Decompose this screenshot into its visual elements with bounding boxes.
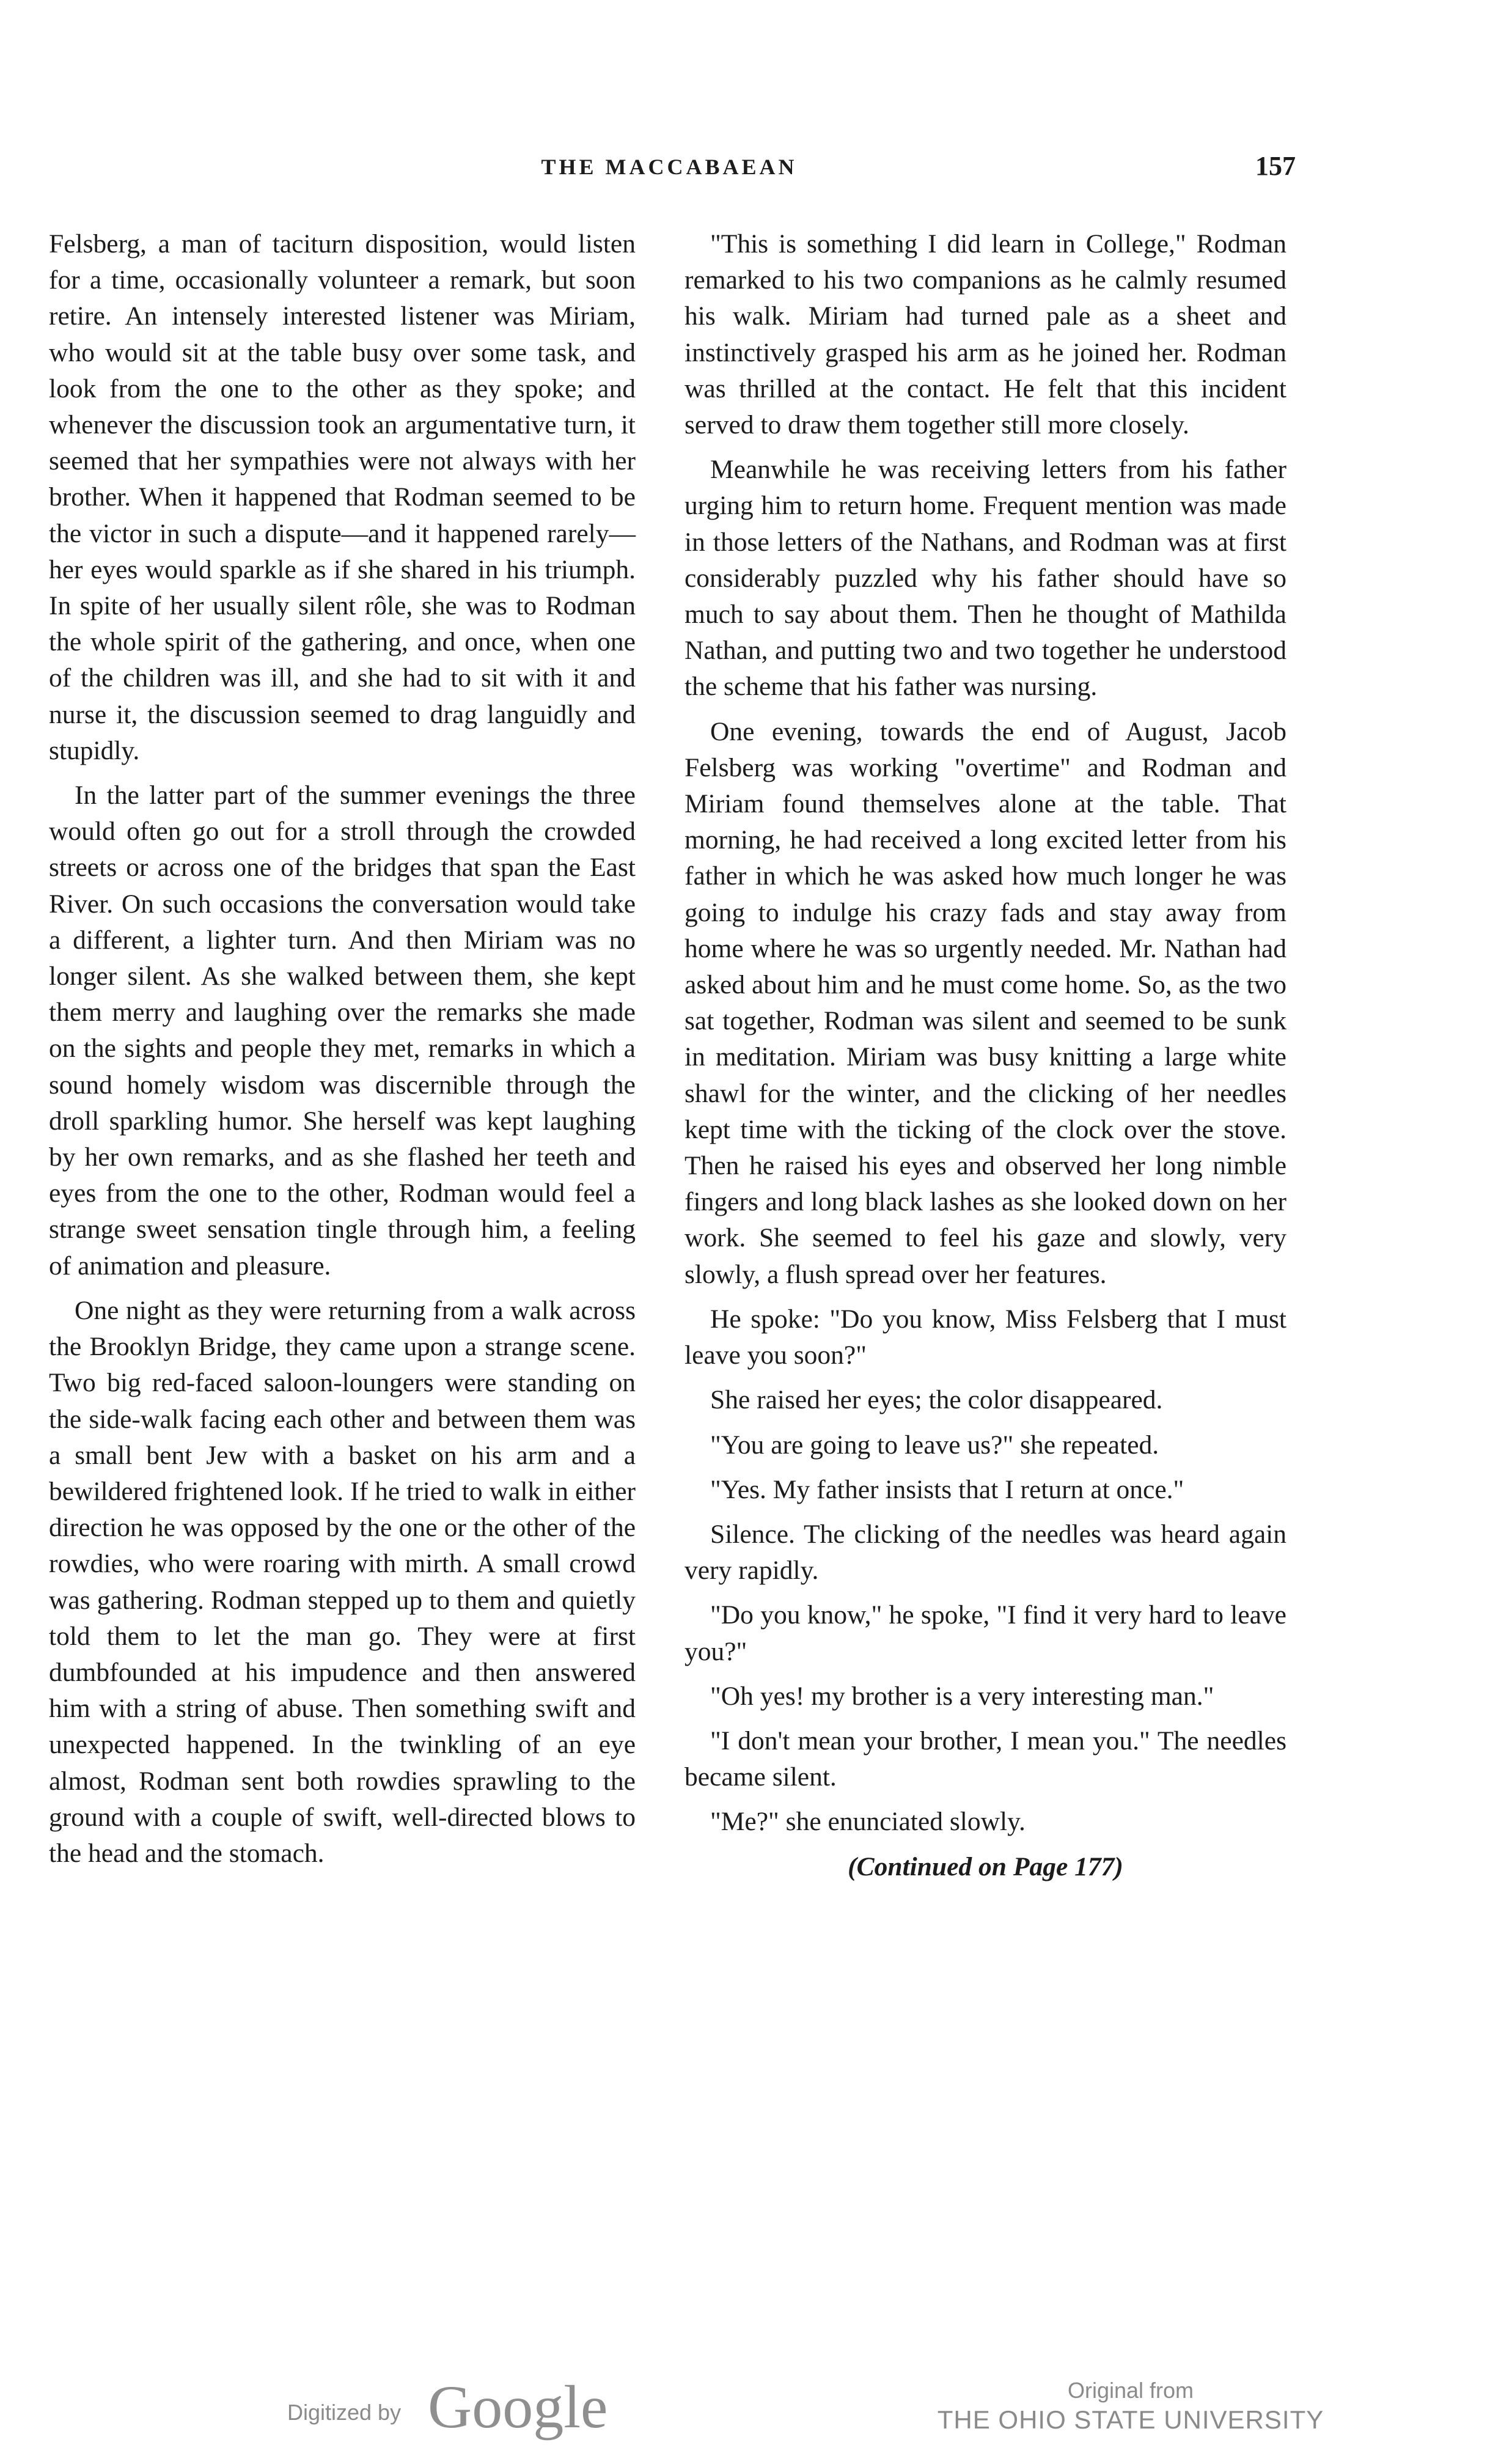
paragraph: "Me?" she enunciated slowly. xyxy=(710,1807,1026,1837)
scan-footer xyxy=(0,2373,1512,2445)
paragraph: "Do you know," he spoke, "I find it very hard to leave you?" xyxy=(684,1600,1286,1666)
digitized-by-label: Digitized by xyxy=(287,2400,402,2425)
institution-name: THE OHIO STATE UNIVERSITY xyxy=(937,2405,1324,2434)
paragraph: "You are going to leave us?" she repeated. xyxy=(710,1430,1159,1460)
paragraph: She raised her eyes; the color disappeared. xyxy=(710,1385,1163,1415)
page-number: 157 xyxy=(1255,151,1296,181)
right-column xyxy=(684,226,1286,1885)
google-logo: Google xyxy=(428,2373,608,2441)
paragraph: In the latter part of the summer evenings the three would often go out for a stroll through the crowded streets or across one of the bridges that span the East River. On such occasions the conversation would take a different, a lighter turn. And then Miriam was no longer silent. As she walked between them, she kept them merry and laughing over the remarks she made on the sights and people they met, remarks in which a sound homely wisdom was discernible through the droll sparkling humor. She herself was kept laughing by her own remarks, and as she flashed her teeth and eyes from the one to the other, Rodman would feel a strange sweet sensation tingle through him, a feeling of animation and pleasure. xyxy=(49,781,636,1281)
page-header xyxy=(43,151,1296,191)
paragraph: Felsberg, a man of taciturn disposition, would listen for a time, occasionally volunteer a remark, but soon retire. An intensely interested listener was Miriam, who would sit at the table busy over some task, and look from the one to the other as they spoke; and whenever the discussion took an argumentative turn, it seemed that her sympathies were not always with her brother. When it happened that Rodman seemed to be the victor in such a dispute—and it happened rarely—her eyes would sparkle as if she shared in his triumph. In spite of her usually silent rôle, she was to Rodman the whole spirit of the gathering, and once, when one of the children was ill, and she had to sit with it and nurse it, the discussion seemed to drag languidly and stupidly. xyxy=(49,229,636,765)
continued-note: (Continued on Page 177) xyxy=(848,1851,1123,1881)
paragraph: One evening, towards the end of August, Jacob Felsberg was working "overtime" and Rodman and Miriam found themselves alone at the table. That morning, he had received a long excited letter from his father in which he was asked how much longer he was going to indulge his crazy fads and stay away from home where he was so urgently needed. Mr. Nathan had asked about him and he must come home. So, as the two sat together, Rodman was silent and seemed to be sunk in meditation. Miriam was busy knitting a large white shawl for the winter, and the clicking of her needles kept time with the ticking of the clock over the stove. Then he raised his eyes and observed her long nimble fingers and long black lashes as she looked down on her work. She seemed to feel his gaze and slowly, very slowly, a flush spread over her features. xyxy=(684,716,1286,1289)
paragraph: Silence. The clicking of the needles was heard again very rapidly. xyxy=(684,1519,1286,1586)
paragraph: Meanwhile he was receiving letters from his father urging him to return home. Frequent mention was made in those letters of the Nathans, and Rodman was at first considerably puzzled why his father should have so much to say about them. Then he thought of Mathilda Nathan, and putting two and two together he understood the scheme that his father was nursing. xyxy=(684,455,1286,702)
paragraph: He spoke: "Do you know, Miss Felsberg that I must leave you soon?" xyxy=(684,1304,1286,1370)
running-title: THE MACCABAEAN xyxy=(541,155,798,179)
paragraph: One night as they were returning from a walk across the Brooklyn Bridge, they came upon a strange scene. Two big red-faced saloon-loungers were standing on the side-walk facing each other and between them was a small bent Jew with a basket on his arm and a bewildered frightened look. If he tried to walk in either direction he was opposed by the one or the other of the rowdies, who were roaring with mirth. A small crowd was gathering. Rodman stepped up to them and quietly told them to let the man go. They were at first dumbfounded at his impudence and then answered him with a string of abuse. Then something swift and unexpected happened. In the twinkling of an eye almost, Rodman sent both rowdies sprawling to the ground with a couple of swift, well-directed blows to the head and the stomach. xyxy=(49,1295,636,1868)
paragraph: "I don't mean your brother, I mean you." The needles became silent. xyxy=(684,1726,1286,1792)
left-column xyxy=(49,226,636,1872)
paragraph: "Oh yes! my brother is a very interesting man." xyxy=(710,1681,1214,1711)
paragraph: "This is something I did learn in College," Rodman remarked to his two companions as he calmly resumed his walk. Miriam had turned pale as a sheet and instinctively grasped his arm as he joined her. Rodman was thrilled at the contact. He felt that this incident served to draw them together still more closely. xyxy=(684,229,1286,440)
original-from-label: Original from xyxy=(1067,2378,1194,2403)
paragraph: "Yes. My father insists that I return at once." xyxy=(710,1474,1184,1504)
